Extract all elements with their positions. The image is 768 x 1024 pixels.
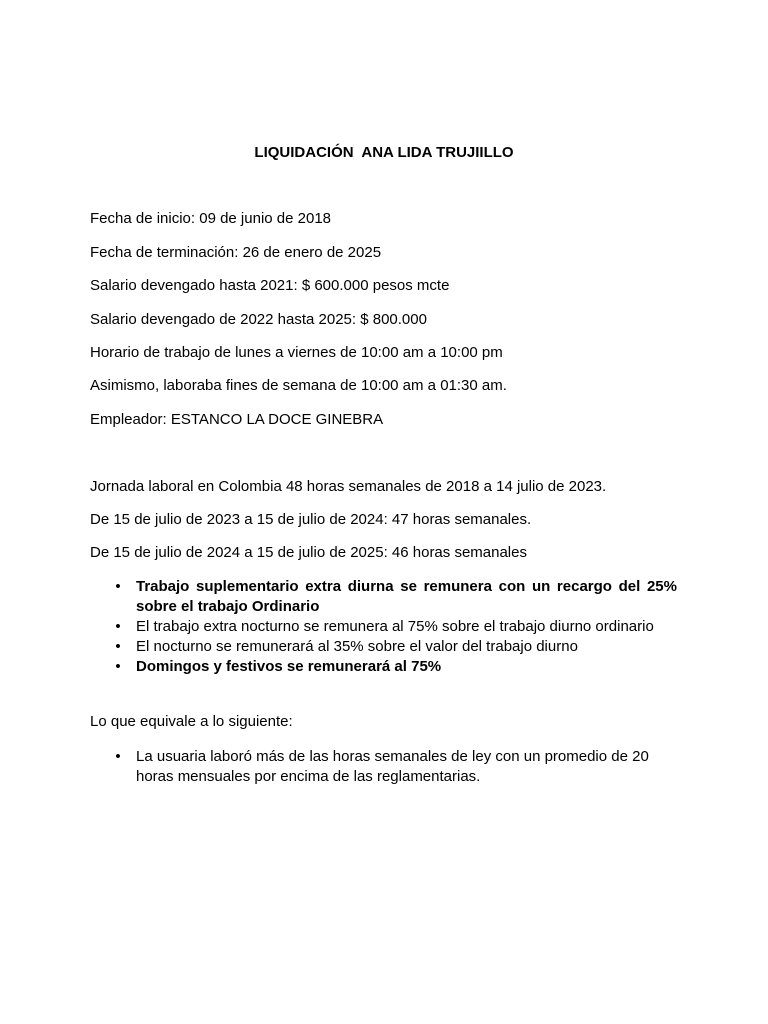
weekday-schedule-line: Horario de trabajo de lunes a viernes de 10:00 am a 10:00 pm — [90, 344, 503, 361]
jornada-line-3: De 15 de julio de 2024 a 15 de julio de 2025: 46 horas semanales — [90, 544, 527, 561]
weekend-schedule-line: Asimismo, laboraba fines de semana de 10:00 am a 01:30 am. — [90, 377, 507, 394]
bullet-icon: • — [115, 618, 121, 635]
list-item — [90, 747, 677, 787]
bullet-icon: • — [115, 658, 121, 675]
list-item — [90, 617, 677, 637]
equivale-intro: Lo que equivale a lo siguiente: — [90, 713, 293, 730]
employer-line: Empleador: ESTANCO LA DOCE GINEBRA — [90, 411, 384, 428]
surcharge-list — [90, 577, 677, 677]
salary-2021-line: Salario devengado hasta 2021: $ 600.000 pesos mcte — [90, 277, 450, 294]
start-date-line: Fecha de inicio: 09 de junio de 2018 — [90, 210, 332, 227]
list-item — [90, 637, 677, 657]
list-item — [90, 657, 677, 677]
salary-2022-2025-line: Salario devengado de 2022 hasta 2025: $ 800.000 — [90, 311, 427, 328]
list-item-text: Domingos y festivos se remunerará al 75% — [136, 658, 442, 675]
bullet-icon: • — [115, 578, 121, 595]
list-item-text: El trabajo extra nocturno se remunera al 75% sobre el trabajo diurno ordinario — [136, 618, 654, 635]
bullet-icon: • — [115, 638, 121, 655]
document-title: LIQUIDACIÓN ANA LIDA TRUJIILLO — [254, 144, 514, 161]
conclusion-list — [90, 747, 677, 787]
list-item — [90, 577, 677, 617]
jornada-line-2: De 15 de julio de 2023 a 15 de julio de 2024: 47 horas semanales. — [90, 511, 532, 528]
list-item-text: La usuaria laboró más de las horas semanales de ley con un promedio de 20 horas mensuales por encima de las reglamentarias. — [136, 748, 649, 785]
list-item-text: Trabajo suplementario extra diurna se remunera con un recargo del 25% sobre el trabajo Ordinario — [136, 578, 677, 615]
end-date-line: Fecha de terminación: 26 de enero de 2025 — [90, 244, 382, 261]
bullet-icon: • — [115, 748, 121, 765]
list-item-text: El nocturno se remunerará al 35% sobre el valor del trabajo diurno — [136, 638, 578, 655]
jornada-line-1: Jornada laboral en Colombia 48 horas semanales de 2018 a 14 julio de 2023. — [90, 478, 607, 495]
